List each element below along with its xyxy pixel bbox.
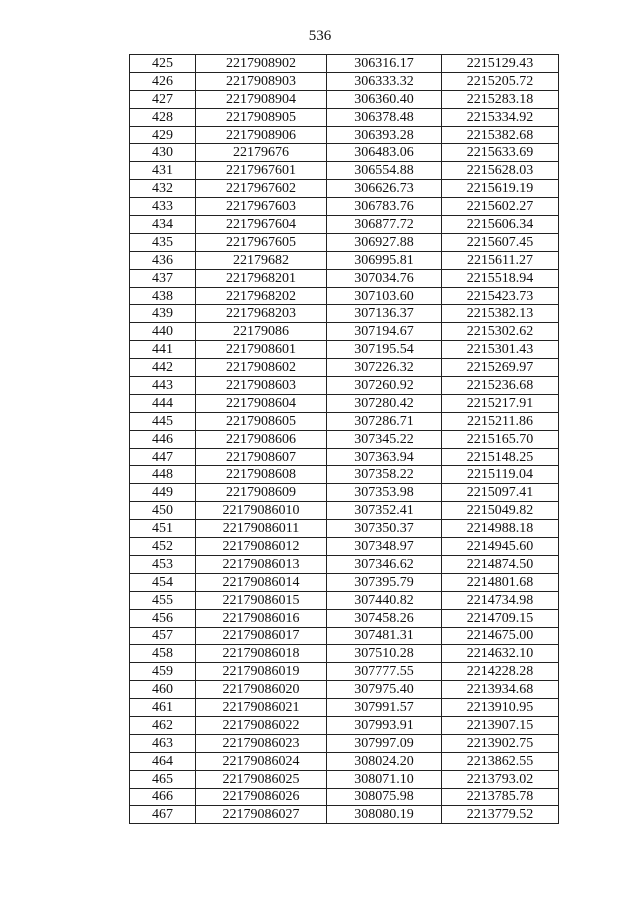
table-row [130, 555, 559, 573]
point-id-cell: 22179086025 [196, 770, 327, 788]
y-coordinate-cell: 2215302.62 [442, 323, 559, 341]
table-row [130, 287, 559, 305]
table-row [130, 609, 559, 627]
y-coordinate-cell: 2214801.68 [442, 573, 559, 591]
x-coordinate-cell: 307353.98 [327, 484, 442, 502]
y-coordinate-cell: 2214632.10 [442, 645, 559, 663]
point-number-cell: 463 [130, 734, 196, 752]
y-coordinate-cell: 2215269.97 [442, 359, 559, 377]
x-coordinate-cell: 307395.79 [327, 573, 442, 591]
point-id-cell: 2217968203 [196, 305, 327, 323]
point-number-cell: 454 [130, 573, 196, 591]
y-coordinate-cell: 2215382.13 [442, 305, 559, 323]
point-id-cell: 2217967603 [196, 198, 327, 216]
point-id-cell: 22179086027 [196, 806, 327, 824]
point-number-cell: 449 [130, 484, 196, 502]
point-number-cell: 431 [130, 162, 196, 180]
x-coordinate-cell: 306316.17 [327, 55, 442, 73]
x-coordinate-cell: 307034.76 [327, 269, 442, 287]
point-number-cell: 429 [130, 126, 196, 144]
table-row [130, 90, 559, 108]
table-row [130, 627, 559, 645]
point-id-cell: 2217968202 [196, 287, 327, 305]
point-id-cell: 22179086014 [196, 573, 327, 591]
table-row [130, 573, 559, 591]
point-id-cell: 2217908606 [196, 430, 327, 448]
point-id-cell: 22179086026 [196, 788, 327, 806]
x-coordinate-cell: 306333.32 [327, 72, 442, 90]
x-coordinate-cell: 306393.28 [327, 126, 442, 144]
table-row [130, 681, 559, 699]
y-coordinate-cell: 2215619.19 [442, 180, 559, 198]
y-coordinate-cell: 2214734.98 [442, 591, 559, 609]
table-row [130, 788, 559, 806]
x-coordinate-cell: 307226.32 [327, 359, 442, 377]
point-number-cell: 434 [130, 216, 196, 234]
coordinates-table [129, 54, 559, 824]
point-number-cell: 461 [130, 699, 196, 717]
table-row [130, 466, 559, 484]
x-coordinate-cell: 308024.20 [327, 752, 442, 770]
y-coordinate-cell: 2215518.94 [442, 269, 559, 287]
point-id-cell: 22179086019 [196, 663, 327, 681]
point-id-cell: 22179086011 [196, 520, 327, 538]
x-coordinate-cell: 306483.06 [327, 144, 442, 162]
point-id-cell: 22179086 [196, 323, 327, 341]
y-coordinate-cell: 2215165.70 [442, 430, 559, 448]
point-number-cell: 438 [130, 287, 196, 305]
y-coordinate-cell: 2215423.73 [442, 287, 559, 305]
point-number-cell: 430 [130, 144, 196, 162]
y-coordinate-cell: 2214709.15 [442, 609, 559, 627]
point-id-cell: 22179086017 [196, 627, 327, 645]
x-coordinate-cell: 306626.73 [327, 180, 442, 198]
y-coordinate-cell: 2215334.92 [442, 108, 559, 126]
table-row [130, 752, 559, 770]
y-coordinate-cell: 2213902.75 [442, 734, 559, 752]
point-number-cell: 448 [130, 466, 196, 484]
point-number-cell: 445 [130, 412, 196, 430]
x-coordinate-cell: 308075.98 [327, 788, 442, 806]
y-coordinate-cell: 2215049.82 [442, 502, 559, 520]
x-coordinate-cell: 308071.10 [327, 770, 442, 788]
table-row [130, 591, 559, 609]
point-id-cell: 2217908603 [196, 377, 327, 395]
point-number-cell: 459 [130, 663, 196, 681]
point-number-cell: 467 [130, 806, 196, 824]
table-row [130, 233, 559, 251]
point-number-cell: 456 [130, 609, 196, 627]
x-coordinate-cell: 308080.19 [327, 806, 442, 824]
y-coordinate-cell: 2214945.60 [442, 538, 559, 556]
point-id-cell: 2217908604 [196, 394, 327, 412]
point-number-cell: 453 [130, 555, 196, 573]
x-coordinate-cell: 307280.42 [327, 394, 442, 412]
coordinates-table-body [130, 55, 559, 824]
table-row [130, 72, 559, 90]
table-row [130, 162, 559, 180]
point-number-cell: 464 [130, 752, 196, 770]
table-row [130, 699, 559, 717]
y-coordinate-cell: 2215611.27 [442, 251, 559, 269]
y-coordinate-cell: 2214874.50 [442, 555, 559, 573]
table-row [130, 734, 559, 752]
table-row [130, 394, 559, 412]
y-coordinate-cell: 2213907.15 [442, 716, 559, 734]
y-coordinate-cell: 2215211.86 [442, 412, 559, 430]
point-id-cell: 2217908903 [196, 72, 327, 90]
table-row [130, 377, 559, 395]
y-coordinate-cell: 2215606.34 [442, 216, 559, 234]
y-coordinate-cell: 2215129.43 [442, 55, 559, 73]
table-row [130, 198, 559, 216]
x-coordinate-cell: 306360.40 [327, 90, 442, 108]
point-number-cell: 452 [130, 538, 196, 556]
point-number-cell: 435 [130, 233, 196, 251]
point-id-cell: 2217908601 [196, 341, 327, 359]
point-number-cell: 442 [130, 359, 196, 377]
y-coordinate-cell: 2214675.00 [442, 627, 559, 645]
table-row [130, 448, 559, 466]
y-coordinate-cell: 2215119.04 [442, 466, 559, 484]
y-coordinate-cell: 2215607.45 [442, 233, 559, 251]
table-row [130, 538, 559, 556]
point-number-cell: 462 [130, 716, 196, 734]
point-id-cell: 2217908902 [196, 55, 327, 73]
y-coordinate-cell: 2213910.95 [442, 699, 559, 717]
table-row [130, 180, 559, 198]
x-coordinate-cell: 306378.48 [327, 108, 442, 126]
table-row [130, 359, 559, 377]
y-coordinate-cell: 2215633.69 [442, 144, 559, 162]
y-coordinate-cell: 2213862.55 [442, 752, 559, 770]
x-coordinate-cell: 307350.37 [327, 520, 442, 538]
x-coordinate-cell: 307975.40 [327, 681, 442, 699]
x-coordinate-cell: 306877.72 [327, 216, 442, 234]
y-coordinate-cell: 2214988.18 [442, 520, 559, 538]
point-id-cell: 22179086013 [196, 555, 327, 573]
y-coordinate-cell: 2214228.28 [442, 663, 559, 681]
point-id-cell: 2217968201 [196, 269, 327, 287]
point-id-cell: 22179086022 [196, 716, 327, 734]
x-coordinate-cell: 307458.26 [327, 609, 442, 627]
point-id-cell: 22179086016 [196, 609, 327, 627]
point-id-cell: 22179086015 [196, 591, 327, 609]
point-number-cell: 433 [130, 198, 196, 216]
table-row [130, 216, 559, 234]
x-coordinate-cell: 307993.91 [327, 716, 442, 734]
y-coordinate-cell: 2215283.18 [442, 90, 559, 108]
y-coordinate-cell: 2215628.03 [442, 162, 559, 180]
y-coordinate-cell: 2215382.68 [442, 126, 559, 144]
y-coordinate-cell: 2213779.52 [442, 806, 559, 824]
table-row [130, 663, 559, 681]
x-coordinate-cell: 306995.81 [327, 251, 442, 269]
table-row [130, 144, 559, 162]
table-row [130, 269, 559, 287]
point-id-cell: 22179086012 [196, 538, 327, 556]
x-coordinate-cell: 307286.71 [327, 412, 442, 430]
table-row [130, 323, 559, 341]
point-id-cell: 2217908905 [196, 108, 327, 126]
x-coordinate-cell: 306554.88 [327, 162, 442, 180]
table-row [130, 55, 559, 73]
table-row [130, 520, 559, 538]
x-coordinate-cell: 306927.88 [327, 233, 442, 251]
point-number-cell: 465 [130, 770, 196, 788]
table-row [130, 430, 559, 448]
y-coordinate-cell: 2215236.68 [442, 377, 559, 395]
point-number-cell: 436 [130, 251, 196, 269]
y-coordinate-cell: 2213785.78 [442, 788, 559, 806]
point-id-cell: 22179086021 [196, 699, 327, 717]
point-number-cell: 437 [130, 269, 196, 287]
point-number-cell: 441 [130, 341, 196, 359]
table-row [130, 412, 559, 430]
table-row [130, 126, 559, 144]
x-coordinate-cell: 307346.62 [327, 555, 442, 573]
x-coordinate-cell: 307997.09 [327, 734, 442, 752]
x-coordinate-cell: 307103.60 [327, 287, 442, 305]
point-number-cell: 426 [130, 72, 196, 90]
point-id-cell: 2217967605 [196, 233, 327, 251]
x-coordinate-cell: 307345.22 [327, 430, 442, 448]
point-id-cell: 2217908609 [196, 484, 327, 502]
point-id-cell: 22179676 [196, 144, 327, 162]
table-row [130, 716, 559, 734]
y-coordinate-cell: 2213934.68 [442, 681, 559, 699]
point-number-cell: 466 [130, 788, 196, 806]
y-coordinate-cell: 2215205.72 [442, 72, 559, 90]
point-number-cell: 428 [130, 108, 196, 126]
point-number-cell: 450 [130, 502, 196, 520]
point-number-cell: 447 [130, 448, 196, 466]
point-number-cell: 443 [130, 377, 196, 395]
table-row [130, 251, 559, 269]
point-id-cell: 22179086020 [196, 681, 327, 699]
table-row [130, 108, 559, 126]
point-number-cell: 457 [130, 627, 196, 645]
point-id-cell: 2217967604 [196, 216, 327, 234]
x-coordinate-cell: 307777.55 [327, 663, 442, 681]
x-coordinate-cell: 307358.22 [327, 466, 442, 484]
table-row [130, 502, 559, 520]
x-coordinate-cell: 307136.37 [327, 305, 442, 323]
x-coordinate-cell: 307352.41 [327, 502, 442, 520]
y-coordinate-cell: 2213793.02 [442, 770, 559, 788]
point-number-cell: 439 [130, 305, 196, 323]
x-coordinate-cell: 307260.92 [327, 377, 442, 395]
x-coordinate-cell: 307991.57 [327, 699, 442, 717]
y-coordinate-cell: 2215602.27 [442, 198, 559, 216]
y-coordinate-cell: 2215148.25 [442, 448, 559, 466]
page-number: 536 [308, 28, 332, 44]
x-coordinate-cell: 307363.94 [327, 448, 442, 466]
table-row [130, 645, 559, 663]
x-coordinate-cell: 307510.28 [327, 645, 442, 663]
y-coordinate-cell: 2215301.43 [442, 341, 559, 359]
table-row [130, 770, 559, 788]
point-number-cell: 427 [130, 90, 196, 108]
y-coordinate-cell: 2215097.41 [442, 484, 559, 502]
point-id-cell: 2217908904 [196, 90, 327, 108]
point-id-cell: 2217908608 [196, 466, 327, 484]
point-id-cell: 22179086018 [196, 645, 327, 663]
x-coordinate-cell: 306783.76 [327, 198, 442, 216]
point-number-cell: 458 [130, 645, 196, 663]
point-number-cell: 446 [130, 430, 196, 448]
x-coordinate-cell: 307348.97 [327, 538, 442, 556]
point-number-cell: 425 [130, 55, 196, 73]
point-id-cell: 2217908602 [196, 359, 327, 377]
table-row [130, 305, 559, 323]
point-id-cell: 2217967601 [196, 162, 327, 180]
table-row [130, 341, 559, 359]
table-row [130, 806, 559, 824]
point-id-cell: 2217967602 [196, 180, 327, 198]
point-number-cell: 444 [130, 394, 196, 412]
point-id-cell: 2217908906 [196, 126, 327, 144]
point-number-cell: 451 [130, 520, 196, 538]
point-number-cell: 455 [130, 591, 196, 609]
point-id-cell: 2217908607 [196, 448, 327, 466]
y-coordinate-cell: 2215217.91 [442, 394, 559, 412]
x-coordinate-cell: 307194.67 [327, 323, 442, 341]
point-id-cell: 22179086023 [196, 734, 327, 752]
x-coordinate-cell: 307481.31 [327, 627, 442, 645]
point-id-cell: 22179086024 [196, 752, 327, 770]
point-number-cell: 440 [130, 323, 196, 341]
point-id-cell: 22179086010 [196, 502, 327, 520]
x-coordinate-cell: 307440.82 [327, 591, 442, 609]
point-id-cell: 2217908605 [196, 412, 327, 430]
point-id-cell: 22179682 [196, 251, 327, 269]
point-number-cell: 460 [130, 681, 196, 699]
x-coordinate-cell: 307195.54 [327, 341, 442, 359]
table-row [130, 484, 559, 502]
point-number-cell: 432 [130, 180, 196, 198]
